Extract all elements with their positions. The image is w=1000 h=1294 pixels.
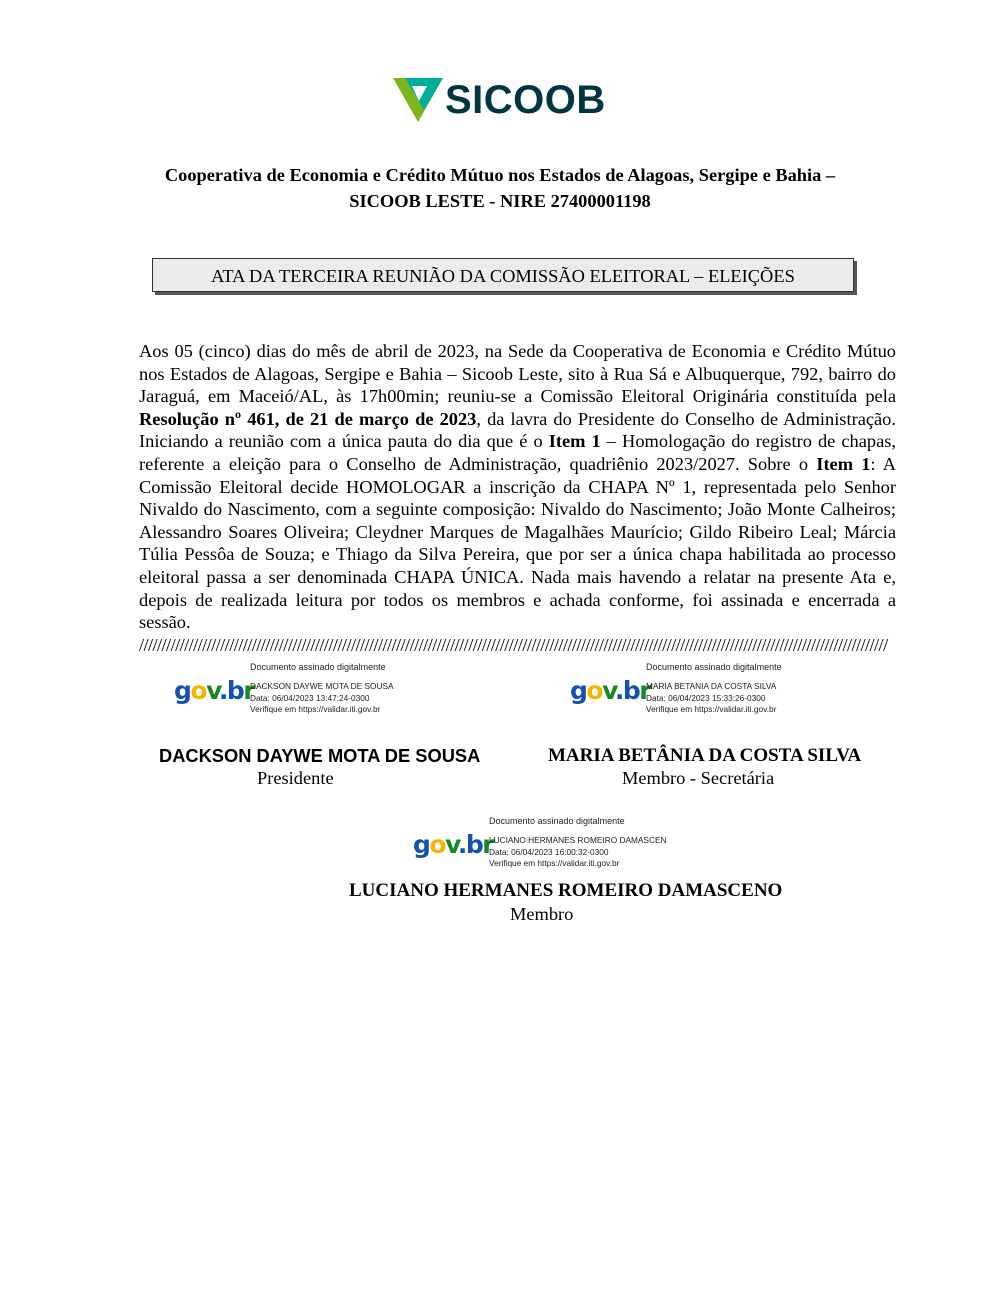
stamp-header: Documento assinado digitalmente [250,662,386,672]
minutes-paragraph [139,340,896,634]
stamp-verify: Verifique em https://validar.iti.gov.br [489,858,620,868]
stamp-date: Data: 06/04/2023 16:00:32-0300 [489,846,609,857]
slash-filler-line: ////////////////////////////////////////////////////////////////////////////////////////////////////////////////////////////////////////////////////////////////////// [139,634,888,655]
body-text-segment: – Homologação do registro de chapas, referente a eleição para o Conselho de Administração, quadriênio 2023/2027. Sobre o [139,431,896,474]
stamp-date: Data: 06/04/2023 15:33:26-0300 [646,692,766,703]
signer-name-secretary: MARIA BETÂNIA DA COSTA SILVA [548,745,862,766]
body-text-segment: Aos 05 (cinco) dias do mês de abril de 2023, na Sede da Cooperativa de Economia e Crédito Mútuo nos Estados de Alagoas, Sergipe e Bahia – Sicoob Leste, sito à Rua Sá e Albuquerque, 792, bairro do Jaraguá, em Maceió/AL, às 17h00min; reuniu-se a Comissão Eleitoral Originária constituída pela [139,341,896,407]
cooperative-title-line1: Cooperativa de Economia e Crédito Mútuo nos Estados de Alagoas, Sergipe e Bahia – [164,165,836,185]
stamp-header: Documento assinado digitalmente [489,816,625,826]
govbr-logo: gov.br [174,676,255,705]
stamp-verify: Verifique em https://validar.iti.gov.br [646,704,777,714]
stamp-info [489,835,666,870]
digital-signature-stamp-president [174,662,434,718]
sicoob-shield-icon [393,74,449,126]
minutes-body [139,340,896,656]
digital-signature-stamp-secretary [570,662,830,718]
sicoob-wordmark: SICOOB [445,78,606,122]
ata-title-box [152,258,854,292]
govbr-logo: gov.br [570,676,651,705]
signer-role-president: Presidente [257,768,334,788]
resolution-reference: Resolução nº 461, de 21 de março de 2023 [139,408,477,429]
stamp-signer-name: LUCIANO HERMANES ROMEIRO DAMASCEN [489,835,667,845]
stamp-header: Documento assinado digitalmente [646,662,782,672]
item-reference: Item 1 [816,453,871,474]
stamp-signer-name: MARIA BETANIA DA COSTA SILVA [646,681,777,691]
ata-title: ATA DA TERCEIRA REUNIÃO DA COMISSÃO ELEITORAL – ELEIÇÕES [211,266,795,286]
stamp-date: Data: 06/04/2023 13:47:24-0300 [250,692,370,703]
signer-name-member: LUCIANO HERMANES ROMEIRO DAMASCENO [349,880,783,901]
body-text-segment: : A Comissão Eleitoral decide HOMOLOGAR a inscrição da CHAPA Nº 1, representada pelo Senhor Nivaldo do Nascimento, com a seguinte composição: Nivaldo do Nascimento; João Monte Calheiros; Alessandro Soares Oliveira; Cleydner Marques de Magalhães Maurício; Gildo Ribeiro Leal; Márcia Túlia Pessôa de Souza; e Thiago da Silva Pereira, que por ser a única chapa habilitada ao processo eleitoral passa a ser denominada CHAPA ÚNICA. Nada mais havendo a relatar na presente Ata e, depois de realizada leitura por todos os membros e achada conforme, foi assinada e encerrada a sessão. [139,453,896,633]
stamp-info [250,681,394,716]
cooperative-title [100,162,900,214]
govbr-logo: gov.br [413,830,494,859]
signer-role-secretary: Membro - Secretária [622,768,775,788]
digital-signature-stamp-member [413,816,703,872]
signer-name-president: DACKSON DAYWE MOTA DE SOUSA [159,745,481,766]
body-text-segment: , da lavra do Presidente do Conselho de Administração. Iniciando a reunião com a única pauta do dia que é o [139,408,896,452]
signer-role-member: Membro [510,904,574,924]
stamp-verify: Verifique em https://validar.iti.gov.br [250,704,381,714]
cooperative-title-line2: SICOOB LESTE - NIRE 27400001198 [349,191,651,211]
stamp-info [646,681,776,716]
stamp-signer-name: DACKSON DAYWE MOTA DE SOUSA [250,681,394,691]
item-reference: Item 1 [548,431,601,452]
sicoob-logo [393,74,613,126]
